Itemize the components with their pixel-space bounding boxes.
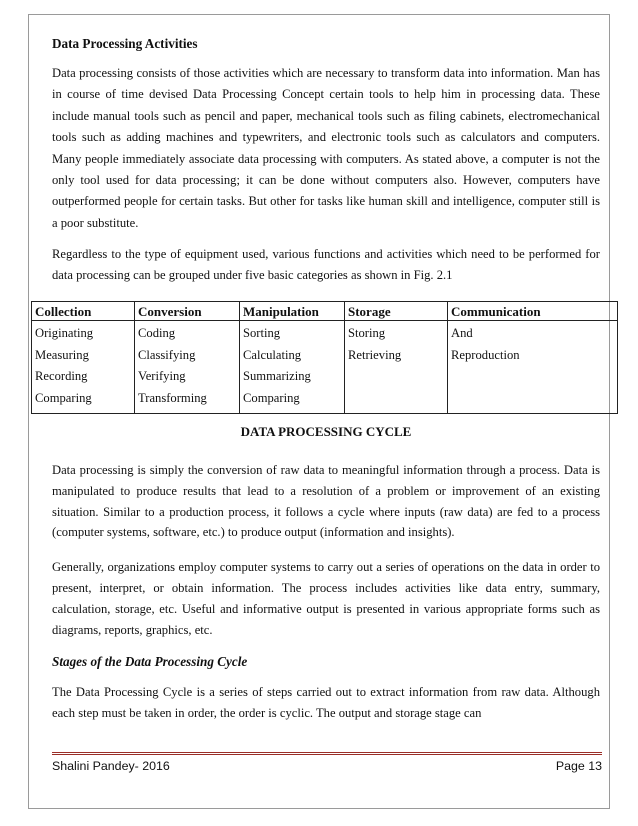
table-item: Recording <box>35 369 88 383</box>
table-item: Originating <box>35 326 94 340</box>
table-item: Comparing <box>243 390 300 405</box>
stages-heading: Stages of the Data Processing Cycle <box>52 654 248 670</box>
paragraph-stages: The Data Processing Cycle is a series of steps carried out to extract information from raw data. Although each step must be taken in order, the order is cyclic. The output and storage stage can <box>52 685 600 721</box>
table-item: Storing <box>348 326 386 340</box>
table-item: Comparing <box>35 390 92 405</box>
paragraph-categories: Regardless to the type of equipment used, various functions and activities which need to be performed for data processing can be grouped under five basic categories as shown in Fig. 2.1 <box>52 247 600 283</box>
table-header: Manipulation <box>240 302 345 321</box>
table-cell <box>448 321 618 414</box>
table-row <box>32 321 618 414</box>
paragraph-cycle-definition: Data processing is simply the conversion of raw data to meaningful information through a process. Data is manipulated to produce results that lead to a resolution of a problem or improvement of an existing situation. Similar to a production process, it follows a cycle where inputs (raw data) are fed to a process (computer systems, software, etc.) to produce output (information and insights). <box>52 463 600 540</box>
section-heading: Data Processing Activities <box>52 36 198 51</box>
footer-author: Shalini Pandey- 2016 <box>52 759 170 773</box>
table-header: Storage <box>345 302 448 321</box>
table-item: Coding <box>138 326 176 340</box>
table-item: Reproduction <box>451 347 520 362</box>
table-cell <box>32 321 135 414</box>
table-cell <box>240 321 345 414</box>
footer-divider <box>52 752 602 755</box>
table-item: And <box>451 326 473 340</box>
table-item: Sorting <box>243 326 281 340</box>
table-cell <box>345 321 448 414</box>
table-header: Conversion <box>135 302 240 321</box>
page-content <box>35 36 600 721</box>
cycle-section <box>52 460 600 734</box>
paragraph-organizations: Generally, organizations employ computer systems to carry out a series of operations on the data in order to present, interpret, or obtain information. The process includes activities like data entry, summary, calculation, storage, etc. Useful and informative output is presented in various appropriate forms such as diagrams, reports, graphics, etc. <box>52 560 600 637</box>
footer-page-number: Page 13 <box>555 759 602 773</box>
table-header: Communication <box>448 302 618 321</box>
table-item: Transforming <box>138 390 207 405</box>
table-item: Summarizing <box>243 369 311 383</box>
cycle-heading: DATA PROCESSING CYCLE <box>240 424 412 439</box>
table-item: Calculating <box>243 347 302 362</box>
table-item: Retrieving <box>348 347 402 362</box>
table-cell <box>135 321 240 414</box>
categories-table <box>31 301 618 414</box>
table-header: Collection <box>32 302 135 321</box>
table-item: Verifying <box>138 369 186 383</box>
table-header-row <box>32 302 618 321</box>
table-item: Measuring <box>35 347 89 362</box>
paragraph-intro: Data processing consists of those activities which are necessary to transform data into information. Man has in course of time devised Data Processing Concept certain tools to help him in processing data. These include manual tools such as pencil and paper, mechanical tools such as filing cabinets, electromechanical tools such as adding machines and typewriters, and electronic tools such as calculators and computers. Many people immediately associate data processing with computers. As stated above, a computer is not the only tool used for data processing; it can be done without computers also. However, computers have outperformed people for certain tasks. But other for tasks like human skill and intelligence, computer still is a poor substitute. <box>52 66 600 230</box>
table-item: Classifying <box>138 347 196 362</box>
